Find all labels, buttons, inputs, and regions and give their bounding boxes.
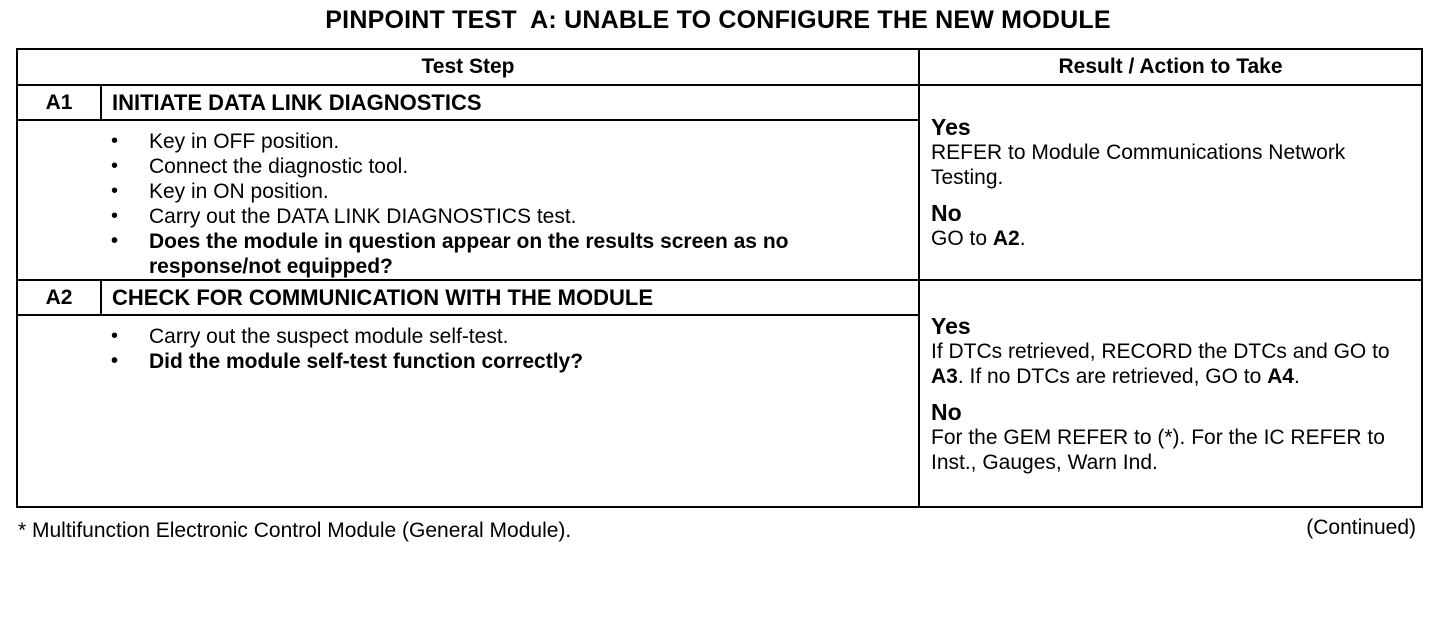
step-a2-title-row: [17, 280, 1422, 315]
list-item: • Carry out the DATA LINK DIAGNOSTICS test.: [111, 205, 577, 228]
step-a1-result: [919, 85, 1422, 280]
step-a2-result: [919, 280, 1422, 507]
header-test-step: Test Step: [17, 49, 919, 85]
page-title: PINPOINT TEST A: UNABLE TO CONFIGURE THE NEW MODULE: [325, 6, 1111, 34]
pinpoint-test-table: [16, 48, 1423, 508]
list-item: • Key in OFF position.: [111, 130, 340, 153]
step-title: CHECK FOR COMMUNICATION WITH THE MODULE: [101, 280, 919, 315]
continued-label: (Continued): [1306, 516, 1416, 539]
list-item: • Carry out the suspect module self-test.: [111, 325, 509, 348]
no-action: GO to A2.: [931, 227, 1026, 250]
step-title: INITIATE DATA LINK DIAGNOSTICS: [101, 85, 919, 120]
yes-action: If DTCs retrieved, RECORD the DTCs and GO to A3. If no DTCs are retrieved, GO to A4.: [931, 339, 1390, 388]
step-a2-instructions: [101, 315, 919, 507]
step-number: A1: [17, 85, 101, 120]
list-item-question: • Does the module in question appear on the results screen as no response/not equipped?: [111, 230, 789, 278]
yes-action: REFER to Module Communications Network Testing.: [931, 141, 1346, 189]
table-header-row: [17, 49, 1422, 85]
no-action: For the GEM REFER to (*). For the IC REFER to Inst., Gauges, Warn Ind.: [931, 425, 1385, 474]
list-item-question: • Did the module self-test function correctly?: [111, 350, 584, 373]
footnote: * Multifunction Electronic Control Module (General Module).: [18, 519, 572, 542]
yes-label: Yes: [931, 312, 971, 339]
header-result-action: Result / Action to Take: [919, 49, 1422, 85]
list-item: • Key in ON position.: [111, 180, 329, 203]
no-label: No: [931, 398, 962, 425]
step-a1-instructions: [101, 120, 919, 280]
list-item: • Connect the diagnostic tool.: [111, 155, 409, 178]
yes-label: Yes: [931, 114, 971, 140]
no-label: No: [931, 200, 962, 226]
step-a1-title-row: [17, 85, 1422, 120]
step-number: A2: [17, 280, 101, 315]
